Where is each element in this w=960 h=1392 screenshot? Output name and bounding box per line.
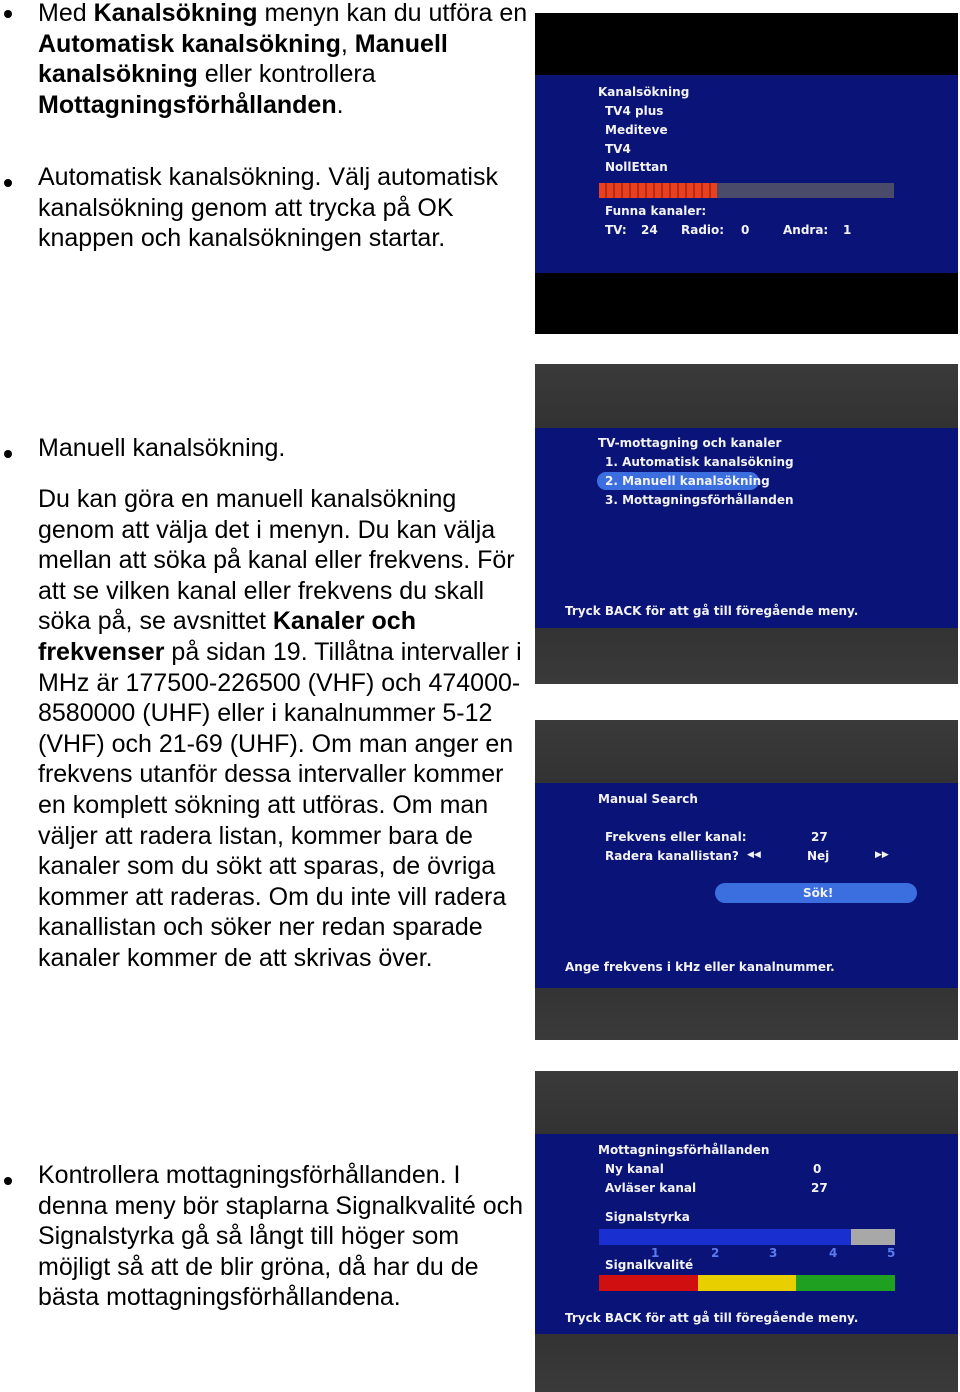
scale-tick: 2: [711, 1246, 720, 1260]
osd-footer: Tryck BACK för att gå till föregående meny.: [565, 1311, 859, 1325]
osd-panel: [535, 75, 958, 273]
menu-item-manuell[interactable]: 2. Manuell kanalsökning: [605, 474, 770, 488]
scale-tick: 1: [651, 1246, 660, 1260]
paragraph-manuell-title: Manuell kanalsökning.: [38, 434, 286, 462]
osd-tv-value: 24: [641, 223, 658, 237]
osd-title: Manual Search: [598, 792, 698, 806]
freq-value[interactable]: 27: [811, 830, 828, 844]
strength-bar: [599, 1229, 895, 1245]
screenshot-manual-search: [535, 720, 958, 1040]
quality-segment-yellow: [698, 1275, 797, 1291]
arrow-right-icon[interactable]: ▶▶: [875, 850, 889, 860]
osd-title: Mottagningsförhållanden: [598, 1143, 770, 1157]
osd-other-label: Andra:: [783, 223, 829, 237]
osd-radio-value: 0: [741, 223, 750, 237]
osd-channel: TV4: [605, 142, 631, 156]
quality-segment-red: [599, 1275, 698, 1291]
osd-other-value: 1: [843, 223, 852, 237]
paragraph-kontrollera: Kontrollera mottagningsförhållanden. I denna meny bör staplarna Signalkvalité och Signalstyrka gå så långt till höger som möjligt så att de blir gröna, då har du de bästa mottagningsförhållandena.: [38, 1161, 524, 1312]
scale-tick: 5: [887, 1246, 896, 1260]
osd-radio-label: Radio:: [681, 223, 725, 237]
osd-title: Kanalsökning: [598, 85, 690, 99]
osd-footer: Ange frekvens i kHz eller kanalnummer.: [565, 960, 835, 974]
paragraph-kanalsokning: Med Kanalsökning menyn kan du utföra en Automatisk kanalsökning, Manuell kanalsökning eller kontrollera Mottagningsförhållanden.: [38, 0, 528, 119]
new-channel-value: 0: [813, 1162, 822, 1176]
progress-bar: [599, 183, 894, 198]
osd-channel: TV4 plus: [605, 104, 664, 118]
strength-label: Signalstyrka: [605, 1210, 690, 1224]
bullet: [4, 450, 12, 458]
screenshot-kanalsokning: [535, 13, 958, 334]
bullet: [4, 10, 12, 18]
search-button-label: Sök!: [803, 886, 834, 900]
screenshot-tv-mottagning: [535, 364, 958, 684]
bullet: [4, 179, 12, 187]
progress-fill: [599, 183, 717, 198]
strength-fill: [599, 1229, 851, 1245]
menu-item-automatisk[interactable]: 1. Automatisk kanalsökning: [605, 455, 794, 469]
arrow-left-icon[interactable]: ◀◀: [747, 850, 761, 860]
quality-segment-green: [796, 1275, 895, 1291]
paragraph-automatisk: Automatisk kanalsökning. Välj automatisk kanalsökning genom att trycka på OK knappen och kanalsökningen startar.: [38, 163, 498, 253]
scale-tick: 3: [769, 1246, 778, 1260]
menu-item-mottagning[interactable]: 3. Mottagningsförhållanden: [605, 493, 794, 507]
erase-value[interactable]: Nej: [807, 849, 830, 863]
read-channel-label: Avläser kanal: [605, 1181, 697, 1195]
screenshot-mottagningsforhallanden: [535, 1071, 958, 1392]
quality-bar: [599, 1275, 895, 1291]
osd-channel: Mediteve: [605, 123, 668, 137]
osd-footer: Tryck BACK för att gå till föregående meny.: [565, 604, 859, 618]
read-channel-value: 27: [811, 1181, 828, 1195]
osd-found-label: Funna kanaler:: [605, 204, 707, 218]
osd-tv-label: TV:: [605, 223, 627, 237]
quality-label: Signalkvalité: [605, 1258, 694, 1272]
new-channel-label: Ny kanal: [605, 1162, 664, 1176]
freq-label: Frekvens eller kanal:: [605, 830, 747, 844]
osd-channel: NollEttan: [605, 160, 668, 174]
erase-label: Radera kanallistan?: [605, 849, 739, 863]
osd-title: TV-mottagning och kanaler: [598, 436, 782, 450]
paragraph-manuell: Du kan göra en manuell kanalsökning genom att välja det i menyn. Du kan välja mellan att söka på kanal eller frekvens. För att se vilken kanal eller frekvens du skall söka på, se avsnittet Kanaler och frekvenser på sidan 19. Tillåtna intervaller i MHz är 177500-226500 (VHF) och 474000-8580000 (UHF) eller i kanalnummer 5-12 (VHF) och 21-69 (UHF). Om man anger en frekvens utanför dessa intervaller kommer en komplett sökning att utföras. Om man väljer att radera listan, kommer bara de kanaler som du sökt att sparas, de övriga kommer att raderas. Om du inte vill radera kanallistan och söker ner redan sparade kanaler kommer de att skrivas över.: [38, 485, 522, 972]
bullet: [4, 1177, 12, 1185]
scale-tick: 4: [829, 1246, 838, 1260]
